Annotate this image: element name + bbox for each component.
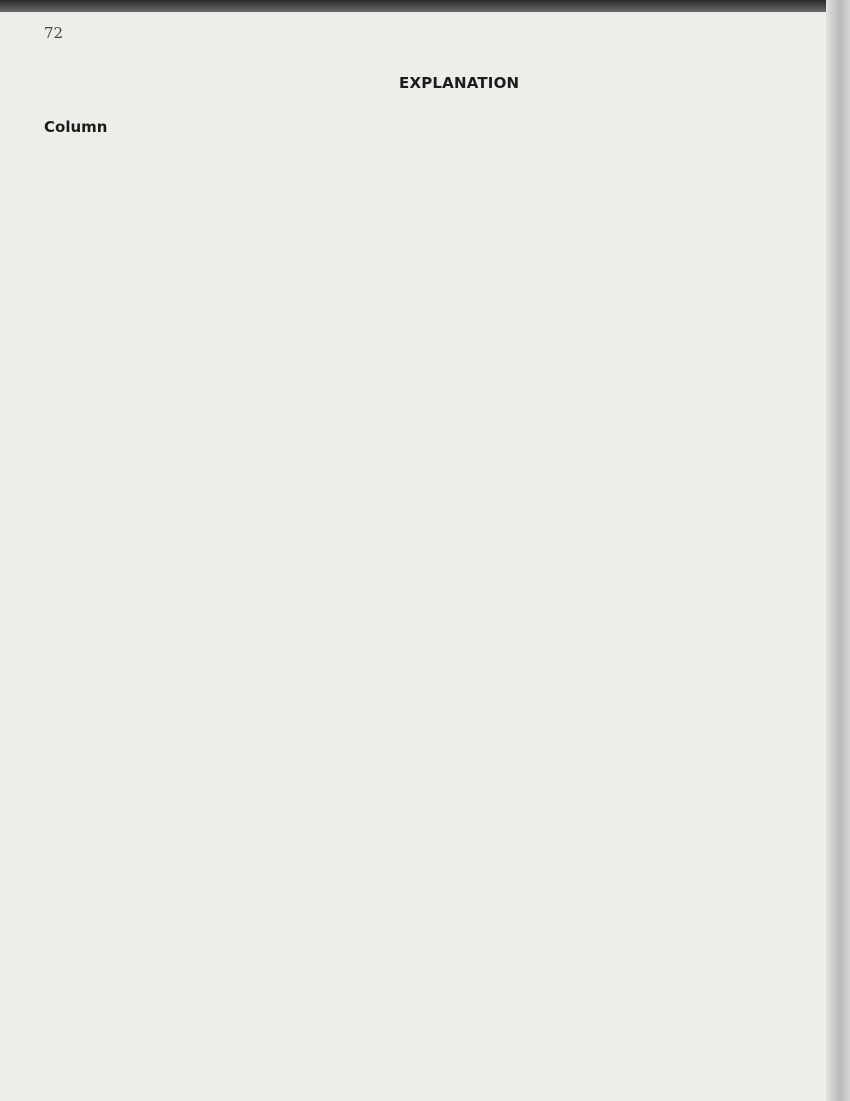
scan-binding-shadow: [826, 0, 850, 1101]
page-number: 72: [44, 24, 64, 42]
scan-top-edge: [0, 0, 850, 12]
column-header: Column: [44, 118, 108, 136]
page-title: EXPLANATION: [399, 74, 520, 92]
